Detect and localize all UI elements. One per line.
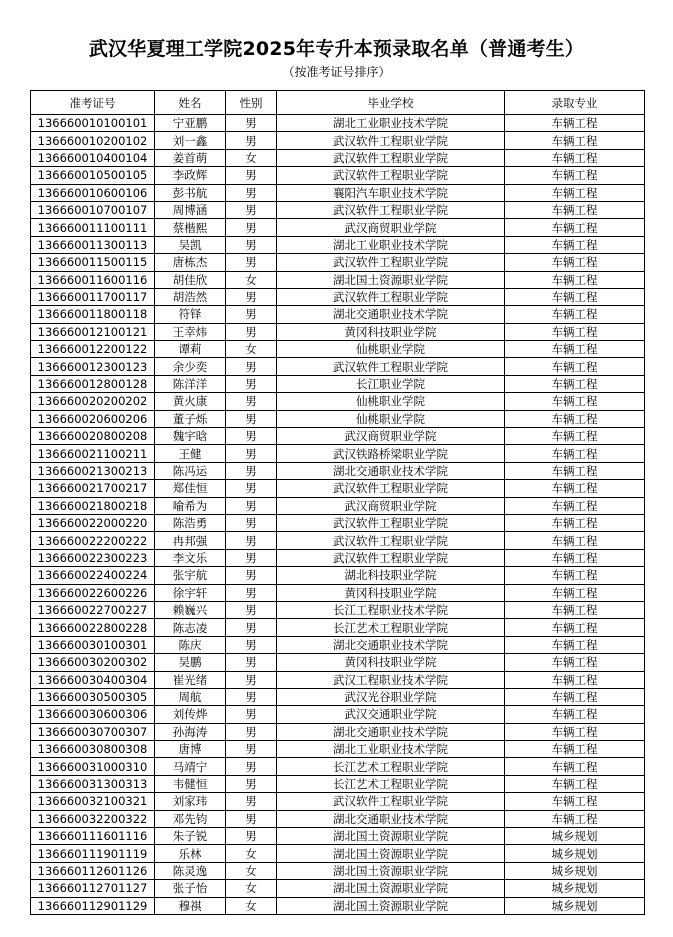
cell-exam-number: 136660030100301	[31, 636, 155, 653]
cell-school: 湖北交通职业技术学院	[277, 636, 505, 653]
table-row	[31, 793, 645, 810]
cell-school: 武汉软件工程职业学院	[277, 793, 505, 810]
cell-school: 武汉工程职业技术学院	[277, 671, 505, 688]
cell-gender: 男	[226, 828, 277, 845]
cell-name: 刘家玮	[155, 793, 226, 810]
table-row	[31, 810, 645, 827]
cell-major: 车辆工程	[505, 688, 645, 705]
cell-exam-number: 136660010100101	[31, 115, 155, 132]
cell-major: 城乡规划	[505, 862, 645, 879]
cell-school: 武汉铁路桥梁职业学院	[277, 445, 505, 462]
cell-name: 符铎	[155, 306, 226, 323]
cell-major: 车辆工程	[505, 810, 645, 827]
table-row	[31, 462, 645, 479]
table-row	[31, 532, 645, 549]
cell-major: 车辆工程	[505, 323, 645, 340]
cell-gender: 男	[226, 514, 277, 531]
table-row	[31, 254, 645, 271]
table-row	[31, 132, 645, 149]
table-row	[31, 567, 645, 584]
cell-major: 车辆工程	[505, 723, 645, 740]
cell-name: 彭书航	[155, 184, 226, 201]
cell-name: 刘传烨	[155, 706, 226, 723]
column-header-gender: 性别	[226, 91, 277, 115]
cell-gender: 男	[226, 393, 277, 410]
table-row	[31, 410, 645, 427]
cell-school: 仙桃职业学院	[277, 410, 505, 427]
cell-major: 车辆工程	[505, 636, 645, 653]
cell-name: 周博涵	[155, 201, 226, 218]
cell-school: 武汉交通职业学院	[277, 706, 505, 723]
cell-gender: 女	[226, 862, 277, 879]
cell-school: 长江职业学院	[277, 375, 505, 392]
cell-exam-number: 136660022000220	[31, 514, 155, 531]
cell-name: 黄火康	[155, 393, 226, 410]
table-row	[31, 723, 645, 740]
cell-exam-number: 136660012100121	[31, 323, 155, 340]
table-row	[31, 671, 645, 688]
cell-exam-number: 136660010500105	[31, 167, 155, 184]
table-row	[31, 323, 645, 340]
cell-major: 车辆工程	[505, 288, 645, 305]
cell-gender: 男	[226, 636, 277, 653]
cell-exam-number: 136660011800118	[31, 306, 155, 323]
table-row	[31, 845, 645, 862]
cell-gender: 女	[226, 845, 277, 862]
table-row	[31, 184, 645, 201]
cell-gender: 男	[226, 810, 277, 827]
cell-exam-number: 136660011700117	[31, 288, 155, 305]
cell-gender: 男	[226, 532, 277, 549]
cell-exam-number: 136660030700307	[31, 723, 155, 740]
cell-school: 武汉软件工程职业学院	[277, 358, 505, 375]
cell-gender: 男	[226, 758, 277, 775]
table-row	[31, 428, 645, 445]
cell-school: 仙桃职业学院	[277, 341, 505, 358]
table-row	[31, 706, 645, 723]
cell-exam-number: 136660030500305	[31, 688, 155, 705]
cell-gender: 男	[226, 793, 277, 810]
cell-school: 长江工程职业技术学院	[277, 601, 505, 618]
cell-exam-number: 136660010600106	[31, 184, 155, 201]
cell-name: 朱子锐	[155, 828, 226, 845]
cell-exam-number: 136660021300213	[31, 462, 155, 479]
table-header-row	[31, 91, 645, 115]
cell-major: 车辆工程	[505, 393, 645, 410]
cell-exam-number: 136660021700217	[31, 480, 155, 497]
cell-major: 车辆工程	[505, 375, 645, 392]
column-header-major: 录取专业	[505, 91, 645, 115]
cell-school: 武汉软件工程职业学院	[277, 201, 505, 218]
table-row	[31, 862, 645, 879]
cell-gender: 男	[226, 410, 277, 427]
cell-gender: 男	[226, 428, 277, 445]
table-row	[31, 897, 645, 914]
cell-gender: 男	[226, 184, 277, 201]
cell-gender: 女	[226, 897, 277, 914]
cell-school: 湖北工业职业技术学院	[277, 236, 505, 253]
cell-school: 湖北国土资源职业学院	[277, 897, 505, 914]
cell-name: 胡佳欣	[155, 271, 226, 288]
cell-school: 长江艺术工程职业学院	[277, 619, 505, 636]
table-row	[31, 688, 645, 705]
cell-major: 车辆工程	[505, 271, 645, 288]
column-header-name: 姓名	[155, 91, 226, 115]
cell-gender: 男	[226, 775, 277, 792]
cell-gender: 男	[226, 601, 277, 618]
cell-major: 车辆工程	[505, 514, 645, 531]
cell-name: 董子烁	[155, 410, 226, 427]
table-row	[31, 341, 645, 358]
cell-exam-number: 136660020200202	[31, 393, 155, 410]
table-row	[31, 636, 645, 653]
cell-exam-number: 136660010200102	[31, 132, 155, 149]
cell-school: 武汉光谷职业学院	[277, 688, 505, 705]
cell-gender: 男	[226, 115, 277, 132]
cell-school: 武汉软件工程职业学院	[277, 532, 505, 549]
table-row	[31, 758, 645, 775]
cell-name: 陈冯运	[155, 462, 226, 479]
cell-name: 陈洋洋	[155, 375, 226, 392]
cell-name: 张子怡	[155, 880, 226, 897]
cell-gender: 男	[226, 375, 277, 392]
cell-exam-number: 136660011600116	[31, 271, 155, 288]
cell-gender: 男	[226, 497, 277, 514]
cell-major: 车辆工程	[505, 671, 645, 688]
cell-name: 姜首萌	[155, 149, 226, 166]
cell-gender: 男	[226, 236, 277, 253]
cell-name: 穆祺	[155, 897, 226, 914]
cell-exam-number: 136660112901129	[31, 897, 155, 914]
cell-gender: 男	[226, 741, 277, 758]
cell-exam-number: 136660011500115	[31, 254, 155, 271]
cell-major: 车辆工程	[505, 793, 645, 810]
table-row	[31, 288, 645, 305]
cell-name: 唐博	[155, 741, 226, 758]
admission-table	[30, 90, 645, 915]
table-row	[31, 514, 645, 531]
cell-major: 车辆工程	[505, 567, 645, 584]
cell-gender: 男	[226, 549, 277, 566]
cell-name: 吴凯	[155, 236, 226, 253]
cell-name: 李文乐	[155, 549, 226, 566]
cell-major: 车辆工程	[505, 480, 645, 497]
cell-school: 武汉软件工程职业学院	[277, 167, 505, 184]
cell-name: 周航	[155, 688, 226, 705]
cell-school: 武汉商贸职业学院	[277, 219, 505, 236]
cell-gender: 女	[226, 341, 277, 358]
cell-gender: 男	[226, 323, 277, 340]
cell-major: 车辆工程	[505, 445, 645, 462]
cell-major: 车辆工程	[505, 236, 645, 253]
cell-major: 车辆工程	[505, 601, 645, 618]
document-subtitle: （按准考证号排序）	[282, 65, 391, 79]
table-row	[31, 549, 645, 566]
table-row	[31, 393, 645, 410]
cell-school: 湖北国土资源职业学院	[277, 828, 505, 845]
cell-school: 湖北科技职业学院	[277, 567, 505, 584]
cell-school: 武汉软件工程职业学院	[277, 149, 505, 166]
cell-school: 武汉软件工程职业学院	[277, 480, 505, 497]
cell-major: 车辆工程	[505, 775, 645, 792]
cell-gender: 男	[226, 584, 277, 601]
table-row	[31, 306, 645, 323]
table-row	[31, 741, 645, 758]
cell-name: 宁亚鹏	[155, 115, 226, 132]
cell-name: 胡浩然	[155, 288, 226, 305]
cell-exam-number: 136660012200122	[31, 341, 155, 358]
cell-major: 车辆工程	[505, 758, 645, 775]
cell-major: 车辆工程	[505, 532, 645, 549]
cell-gender: 男	[226, 688, 277, 705]
cell-gender: 女	[226, 271, 277, 288]
cell-exam-number: 136660020600206	[31, 410, 155, 427]
cell-exam-number: 136660021100211	[31, 445, 155, 462]
cell-school: 湖北交通职业技术学院	[277, 810, 505, 827]
cell-name: 唐栋杰	[155, 254, 226, 271]
table-row	[31, 167, 645, 184]
cell-gender: 女	[226, 149, 277, 166]
cell-name: 李政辉	[155, 167, 226, 184]
cell-major: 车辆工程	[505, 706, 645, 723]
cell-exam-number: 136660012300123	[31, 358, 155, 375]
cell-gender: 男	[226, 462, 277, 479]
table-body	[31, 115, 645, 915]
cell-school: 黄冈科技职业学院	[277, 323, 505, 340]
cell-major: 城乡规划	[505, 828, 645, 845]
cell-exam-number: 136660032200322	[31, 810, 155, 827]
cell-school: 武汉软件工程职业学院	[277, 132, 505, 149]
cell-exam-number: 136660030400304	[31, 671, 155, 688]
cell-name: 陈庆	[155, 636, 226, 653]
cell-school: 湖北国土资源职业学院	[277, 271, 505, 288]
cell-name: 刘一鑫	[155, 132, 226, 149]
cell-exam-number: 136660111901119	[31, 845, 155, 862]
table-row	[31, 480, 645, 497]
cell-gender: 男	[226, 201, 277, 218]
table-row	[31, 236, 645, 253]
cell-exam-number: 136660112701127	[31, 880, 155, 897]
cell-gender: 男	[226, 567, 277, 584]
cell-school: 湖北国土资源职业学院	[277, 862, 505, 879]
cell-school: 湖北交通职业技术学院	[277, 723, 505, 740]
cell-name: 吴鹏	[155, 654, 226, 671]
cell-exam-number: 136660031300313	[31, 775, 155, 792]
cell-major: 车辆工程	[505, 132, 645, 149]
table-row	[31, 497, 645, 514]
cell-major: 车辆工程	[505, 254, 645, 271]
cell-name: 王幸炜	[155, 323, 226, 340]
cell-school: 武汉商贸职业学院	[277, 497, 505, 514]
table-row	[31, 201, 645, 218]
cell-school: 长江艺术工程职业学院	[277, 758, 505, 775]
cell-name: 郑佳恒	[155, 480, 226, 497]
cell-gender: 女	[226, 880, 277, 897]
cell-major: 车辆工程	[505, 167, 645, 184]
cell-exam-number: 136660030800308	[31, 741, 155, 758]
column-header-school: 毕业学校	[277, 91, 505, 115]
table-row	[31, 828, 645, 845]
cell-name: 邓先钧	[155, 810, 226, 827]
table-row	[31, 375, 645, 392]
cell-exam-number: 136660011100111	[31, 219, 155, 236]
cell-school: 武汉软件工程职业学院	[277, 549, 505, 566]
document-title: 武汉华夏理工学院2025年专升本预录取名单（普通考生）	[88, 38, 585, 60]
table-row	[31, 619, 645, 636]
cell-exam-number: 136660022800228	[31, 619, 155, 636]
cell-gender: 男	[226, 219, 277, 236]
cell-gender: 男	[226, 132, 277, 149]
cell-major: 车辆工程	[505, 184, 645, 201]
cell-major: 车辆工程	[505, 584, 645, 601]
cell-exam-number: 136660021800218	[31, 497, 155, 514]
cell-major: 车辆工程	[505, 741, 645, 758]
cell-exam-number: 136660112601126	[31, 862, 155, 879]
cell-exam-number: 136660030200302	[31, 654, 155, 671]
cell-major: 车辆工程	[505, 341, 645, 358]
cell-major: 车辆工程	[505, 219, 645, 236]
cell-exam-number: 136660012800128	[31, 375, 155, 392]
cell-name: 徐宇轩	[155, 584, 226, 601]
cell-major: 车辆工程	[505, 149, 645, 166]
cell-name: 余少奕	[155, 358, 226, 375]
cell-name: 冉邦强	[155, 532, 226, 549]
cell-major: 车辆工程	[505, 497, 645, 514]
cell-exam-number: 136660030600306	[31, 706, 155, 723]
cell-exam-number: 136660011300113	[31, 236, 155, 253]
table-row	[31, 445, 645, 462]
cell-major: 车辆工程	[505, 549, 645, 566]
cell-exam-number: 136660022700227	[31, 601, 155, 618]
cell-school: 黄冈科技职业学院	[277, 584, 505, 601]
cell-major: 车辆工程	[505, 428, 645, 445]
cell-gender: 男	[226, 654, 277, 671]
cell-major: 城乡规划	[505, 897, 645, 914]
table-row	[31, 358, 645, 375]
cell-school: 黄冈科技职业学院	[277, 654, 505, 671]
cell-major: 车辆工程	[505, 410, 645, 427]
cell-name: 崔光绪	[155, 671, 226, 688]
cell-major: 车辆工程	[505, 201, 645, 218]
cell-gender: 男	[226, 445, 277, 462]
cell-gender: 男	[226, 671, 277, 688]
table-row	[31, 654, 645, 671]
cell-major: 车辆工程	[505, 462, 645, 479]
cell-name: 韦健恒	[155, 775, 226, 792]
cell-school: 武汉软件工程职业学院	[277, 254, 505, 271]
table-row	[31, 775, 645, 792]
cell-name: 喻希为	[155, 497, 226, 514]
cell-exam-number: 136660022600226	[31, 584, 155, 601]
cell-school: 湖北工业职业技术学院	[277, 115, 505, 132]
cell-name: 乐林	[155, 845, 226, 862]
cell-name: 陈浩勇	[155, 514, 226, 531]
cell-name: 张宇航	[155, 567, 226, 584]
cell-school: 湖北国土资源职业学院	[277, 845, 505, 862]
cell-major: 车辆工程	[505, 619, 645, 636]
cell-school: 襄阳汽车职业技术学院	[277, 184, 505, 201]
cell-major: 车辆工程	[505, 358, 645, 375]
cell-gender: 男	[226, 358, 277, 375]
cell-school: 长江艺术工程职业学院	[277, 775, 505, 792]
cell-gender: 男	[226, 288, 277, 305]
cell-major: 车辆工程	[505, 115, 645, 132]
cell-exam-number: 136660031000310	[31, 758, 155, 775]
cell-exam-number: 136660010700107	[31, 201, 155, 218]
cell-major: 车辆工程	[505, 654, 645, 671]
cell-school: 湖北交通职业技术学院	[277, 462, 505, 479]
cell-name: 陈灵逸	[155, 862, 226, 879]
cell-gender: 男	[226, 619, 277, 636]
cell-name: 蔡楷熙	[155, 219, 226, 236]
cell-name: 陈志凌	[155, 619, 226, 636]
cell-exam-number: 136660020800208	[31, 428, 155, 445]
cell-gender: 男	[226, 723, 277, 740]
cell-school: 湖北工业职业技术学院	[277, 741, 505, 758]
cell-gender: 男	[226, 306, 277, 323]
cell-name: 王健	[155, 445, 226, 462]
cell-exam-number: 136660022300223	[31, 549, 155, 566]
cell-school: 湖北交通职业技术学院	[277, 306, 505, 323]
cell-major: 车辆工程	[505, 306, 645, 323]
cell-name: 孙海涛	[155, 723, 226, 740]
column-header-exam-number: 准考证号	[31, 91, 155, 115]
cell-school: 武汉软件工程职业学院	[277, 288, 505, 305]
cell-exam-number: 136660111601116	[31, 828, 155, 845]
table-row	[31, 880, 645, 897]
cell-school: 武汉商贸职业学院	[277, 428, 505, 445]
cell-gender: 男	[226, 167, 277, 184]
cell-school: 武汉软件工程职业学院	[277, 514, 505, 531]
cell-exam-number: 136660022400224	[31, 567, 155, 584]
cell-exam-number: 136660022200222	[31, 532, 155, 549]
table-row	[31, 271, 645, 288]
table-row	[31, 601, 645, 618]
table-row	[31, 149, 645, 166]
table-row	[31, 219, 645, 236]
cell-gender: 男	[226, 706, 277, 723]
cell-name: 赖巍兴	[155, 601, 226, 618]
cell-exam-number: 136660032100321	[31, 793, 155, 810]
cell-name: 魏宇晗	[155, 428, 226, 445]
cell-school: 湖北国土资源职业学院	[277, 880, 505, 897]
cell-gender: 男	[226, 480, 277, 497]
cell-major: 城乡规划	[505, 880, 645, 897]
cell-school: 仙桃职业学院	[277, 393, 505, 410]
cell-exam-number: 136660010400104	[31, 149, 155, 166]
table-row	[31, 584, 645, 601]
cell-major: 城乡规划	[505, 845, 645, 862]
cell-name: 谭莉	[155, 341, 226, 358]
cell-name: 马靖宁	[155, 758, 226, 775]
cell-gender: 男	[226, 254, 277, 271]
table-row	[31, 115, 645, 132]
